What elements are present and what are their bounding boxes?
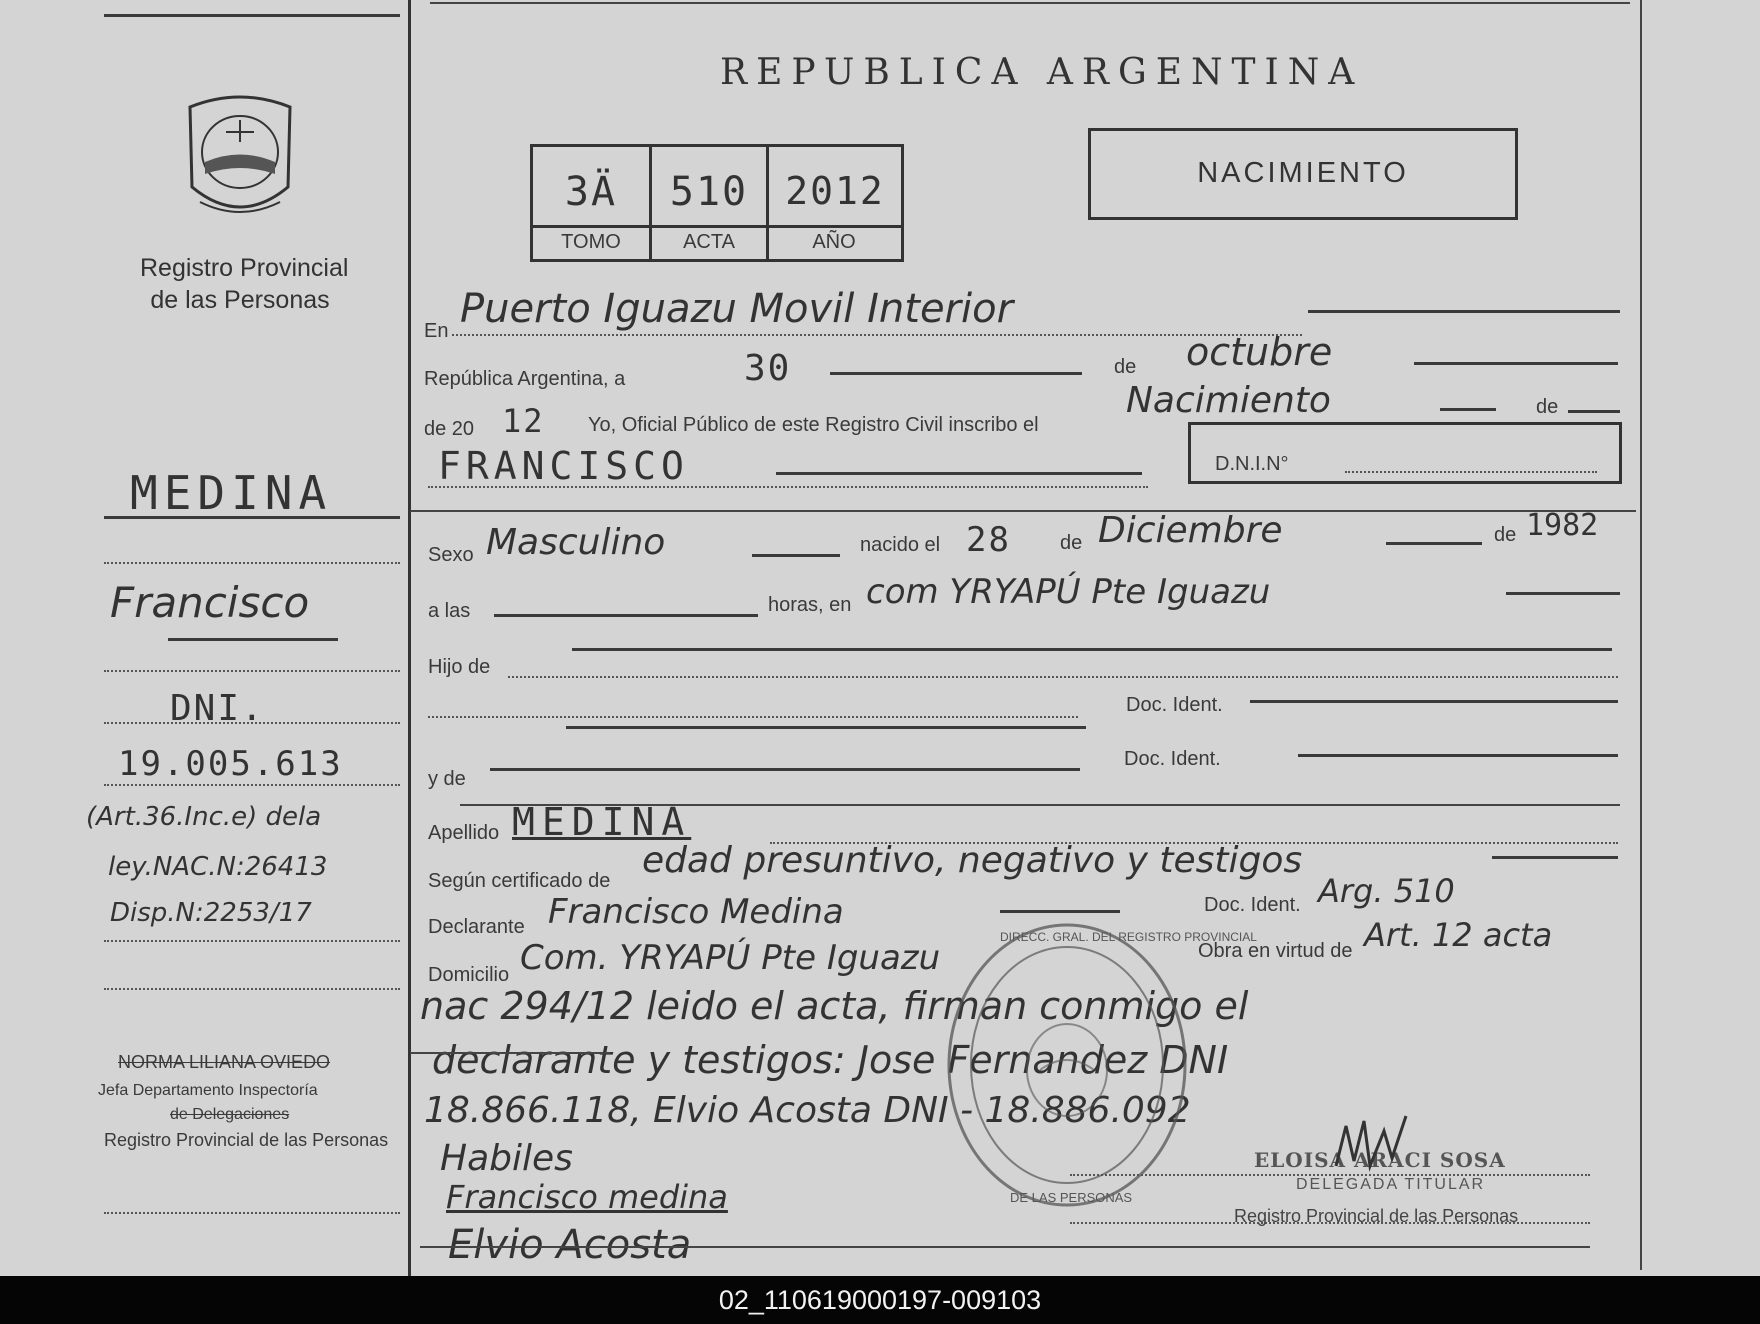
birth-de-label: de	[1060, 532, 1083, 554]
alas-label: a las	[428, 600, 471, 622]
nacido-label: nacido el	[860, 534, 941, 556]
acta-label: ACTA	[683, 231, 735, 253]
doc-ident-2: Doc. Ident.	[1124, 748, 1221, 770]
document-id-bar: 02_110619000197-009103	[0, 1276, 1760, 1324]
side-art-2: ley.NAC.N:26413	[108, 852, 328, 882]
doc-ident-1: Doc. Ident.	[1126, 694, 1223, 716]
segun-value: edad presuntivo, negativo y testigos	[642, 840, 1303, 881]
certificate-type: NACIMIENTO	[1197, 157, 1409, 189]
column-divider	[408, 0, 411, 1276]
province-seal-icon	[180, 92, 300, 227]
right-border	[1640, 0, 1642, 1270]
stamp-text-bottom: DE LAS PERSONAS	[1010, 1190, 1133, 1205]
side-surname: MEDINA	[130, 466, 333, 520]
registry-line1: Registro Provincial	[140, 254, 349, 282]
note-line-2: declarante y testigos: Jose Fernandez DNI	[432, 1038, 1229, 1082]
year-prefix: de 20	[424, 418, 475, 440]
de-label-2: de	[1536, 396, 1559, 418]
year-suffix: 12	[502, 402, 545, 440]
place-value: com YRYAPÚ Pte Iguazu	[866, 572, 1271, 612]
sexo-value: Masculino	[486, 522, 666, 563]
anio-value: 2012	[785, 169, 885, 213]
acta-value: 510	[669, 169, 749, 215]
officer-role: DELEGADA TITULAR	[1296, 1176, 1486, 1193]
side-dni-label: DNI.	[170, 688, 265, 729]
doc-ident-3-value: Arg. 510	[1318, 872, 1455, 910]
official-role-1: Jefa Departamento Inspectoría	[98, 1082, 318, 1099]
domicilio-value: Com. YRYAPÚ Pte Iguazu	[520, 938, 941, 978]
note-line-4: Habiles	[440, 1138, 573, 1179]
obra-value: Art. 12 acta	[1364, 916, 1553, 954]
top-rule-left	[104, 14, 400, 17]
note-line-3: 18.866.118, Elvio Acosta DNI - 18.886.092	[424, 1090, 1191, 1131]
yde-label: y de	[428, 768, 466, 790]
registry-name	[140, 252, 349, 316]
top-rule-main	[430, 2, 1630, 4]
de-year-label: de	[1494, 524, 1517, 546]
month-value: octubre	[1186, 330, 1333, 374]
country-title: REPUBLICA ARGENTINA	[720, 52, 1364, 93]
stamp-text-top: DIRECC. GRAL. DEL REGISTRO PROVINCIAL	[1000, 930, 1257, 944]
certificate-type-box	[1088, 128, 1518, 220]
officer-name: ELOISA ARACI SOSA	[1254, 1148, 1506, 1172]
officer-signature-icon	[1326, 1106, 1416, 1176]
dni-box	[1188, 422, 1622, 484]
obra-label: Obra en virtud de	[1198, 940, 1353, 962]
yo-label: Yo, Oficial Público de este Registro Civil inscribo el	[588, 414, 1039, 436]
side-name: Francisco	[110, 578, 310, 627]
apellido-label: Apellido	[428, 822, 500, 844]
segun-label: Según certificado de	[428, 870, 611, 892]
sexo-label: Sexo	[428, 544, 474, 566]
anio-label: AÑO	[812, 231, 856, 253]
en-value: Puerto Iguazu Movil Interior	[460, 286, 1014, 332]
signature-1: Francisco medina	[446, 1178, 728, 1216]
registry-line2: de las Personas	[150, 286, 330, 314]
note-line-1: nac 294/12 leido el acta, firman conmigo el	[420, 984, 1249, 1028]
domicilio-label: Domicilio	[428, 964, 510, 986]
side-art-1: (Art.36.Inc.e) dela	[86, 802, 322, 832]
birth-day: 28	[966, 520, 1011, 560]
record-grid	[530, 144, 904, 262]
registry-stamp-icon	[944, 920, 1190, 1210]
de-label: de	[1114, 356, 1137, 378]
dni-box-label: D.N.I.N°	[1215, 453, 1289, 475]
declarante-label: Declarante	[428, 916, 525, 938]
official-name: NORMA LILIANA OVIEDO	[118, 1052, 331, 1072]
horas-label: horas, en	[768, 594, 852, 616]
hijo-label: Hijo de	[428, 656, 491, 678]
doc-ident-3: Doc. Ident.	[1204, 894, 1301, 916]
day-value: 30	[744, 348, 792, 389]
official-org: Registro Provincial de las Personas	[104, 1130, 389, 1150]
signature-2: Elvio Acosta	[448, 1222, 692, 1268]
tomo-value: 3Ä	[564, 169, 618, 215]
birth-year: 1982	[1526, 508, 1599, 543]
side-art-3: Disp.N:2253/17	[110, 898, 312, 928]
tomo-label: TOMO	[561, 231, 621, 253]
name-value: FRANCISCO	[438, 444, 689, 488]
birth-month: Diciembre	[1098, 510, 1283, 551]
inscribo-value: Nacimiento	[1126, 380, 1331, 421]
apellido-value: MEDINA	[512, 800, 692, 844]
republica-label: República Argentina, a	[424, 368, 626, 390]
official-role-2: de Delegaciones	[170, 1106, 290, 1123]
en-label: En	[424, 320, 449, 342]
side-dni: 19.005.613	[118, 744, 343, 784]
declarante-value: Francisco Medina	[548, 892, 844, 932]
officer-org: Registro Provincial de las Personas	[1234, 1206, 1519, 1226]
